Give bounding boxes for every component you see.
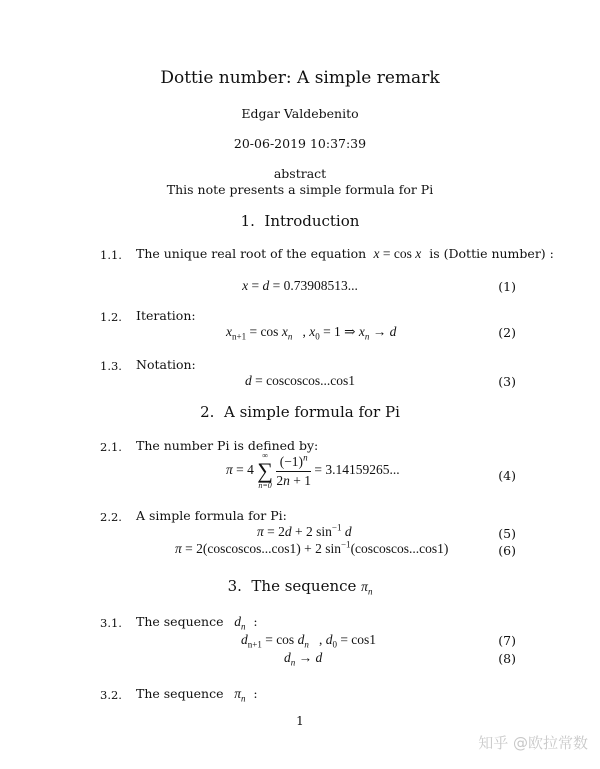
section-3-title: The sequence <box>251 577 357 595</box>
section-2-heading <box>0 403 600 421</box>
item-2-2-text: A simple formula for Pi: <box>136 508 287 523</box>
equation-number: (5) <box>498 526 516 541</box>
section-1-title: Introduction <box>264 212 360 230</box>
equation-number: (8) <box>498 651 516 666</box>
fraction: $\frac{(-1)^n}{2n + 1}$ <box>276 452 311 488</box>
equation-8: $d_n \to d$ <box>284 650 323 668</box>
abstract-text: This note presents a simple formula for Pi <box>166 182 434 197</box>
equation-inline: x = cos x <box>370 246 422 261</box>
item-number: 1.3. <box>100 359 122 373</box>
equation-number: (3) <box>498 374 516 389</box>
pi-value: 3.14159265... <box>325 462 400 478</box>
paper-title: Dottie number: A simple remark <box>160 68 440 88</box>
item-3-2-text: The sequence $\pi_n$ : <box>136 686 258 704</box>
item-1-3-text: Notation: <box>136 357 196 372</box>
equation-1: x = d = 0.73908513... <box>242 278 358 293</box>
item-number: 2.1. <box>100 440 122 454</box>
item-2-1-text: The number Pi is defined by: <box>136 438 319 453</box>
sum-symbol: ∞ ∑ n=0 <box>257 451 273 490</box>
equation-6: π = 2(coscoscos...cos1) + 2 $\sin^{-1}(coscoscos...\cos 1)$ <box>175 539 449 556</box>
item-number: 3.1. <box>100 616 122 630</box>
equation-number: (2) <box>498 325 516 340</box>
equation-7: $d_{n+1} = \cos d_n$ , $d_0 = \cos 1$ <box>241 632 377 650</box>
item-1-2-text: Iteration: <box>136 308 196 323</box>
equation-number: (1) <box>498 279 516 294</box>
page-number: 1 <box>296 714 304 728</box>
equation-number: (6) <box>498 543 516 558</box>
item-number: 3.2. <box>100 688 122 702</box>
section-2-title: A simple formula for Pi <box>223 403 400 421</box>
section-1-heading <box>0 212 600 230</box>
section-1-number: 1. <box>240 212 255 230</box>
item-number: 1.1. <box>100 248 122 262</box>
equation-number: (4) <box>498 468 516 483</box>
equation-5: π = 2d + 2 $\sin^{-1} d$ <box>257 522 352 539</box>
equation-4: π = 4 ∞ ∑ n=0 $\frac{(-1)^n}{2n + 1}$ = 3.14159265... <box>226 451 400 490</box>
section-3-heading: 3. The sequence $\pi_n$ <box>227 577 373 597</box>
abstract-label: abstract <box>273 166 327 181</box>
date: 20-06-2019 10:37:39 <box>233 136 367 151</box>
item-number: 2.2. <box>100 510 122 524</box>
dottie-value: 0.73908513... <box>283 278 358 293</box>
author: Edgar Valdebenito <box>241 106 359 121</box>
equation-number: (7) <box>498 633 516 648</box>
watermark: 知乎 @欧拉常数 <box>478 734 588 752</box>
section-2-number: 2. <box>200 403 215 421</box>
equation-3: d = coscoscos...cos1 <box>245 373 355 388</box>
item-3-1-text: The sequence $d_n$ : <box>136 614 258 632</box>
equation-2: $x_{n+1} = \cos x_n$ , $x_0 = 1$ ⇒ $x_n \to d$ <box>226 324 397 342</box>
item-1-1-text: The unique real root of the equation x = cos x is (Dottie number) : <box>136 246 554 261</box>
section-3-number: 3. <box>227 577 242 595</box>
item-number: 1.2. <box>100 310 122 324</box>
